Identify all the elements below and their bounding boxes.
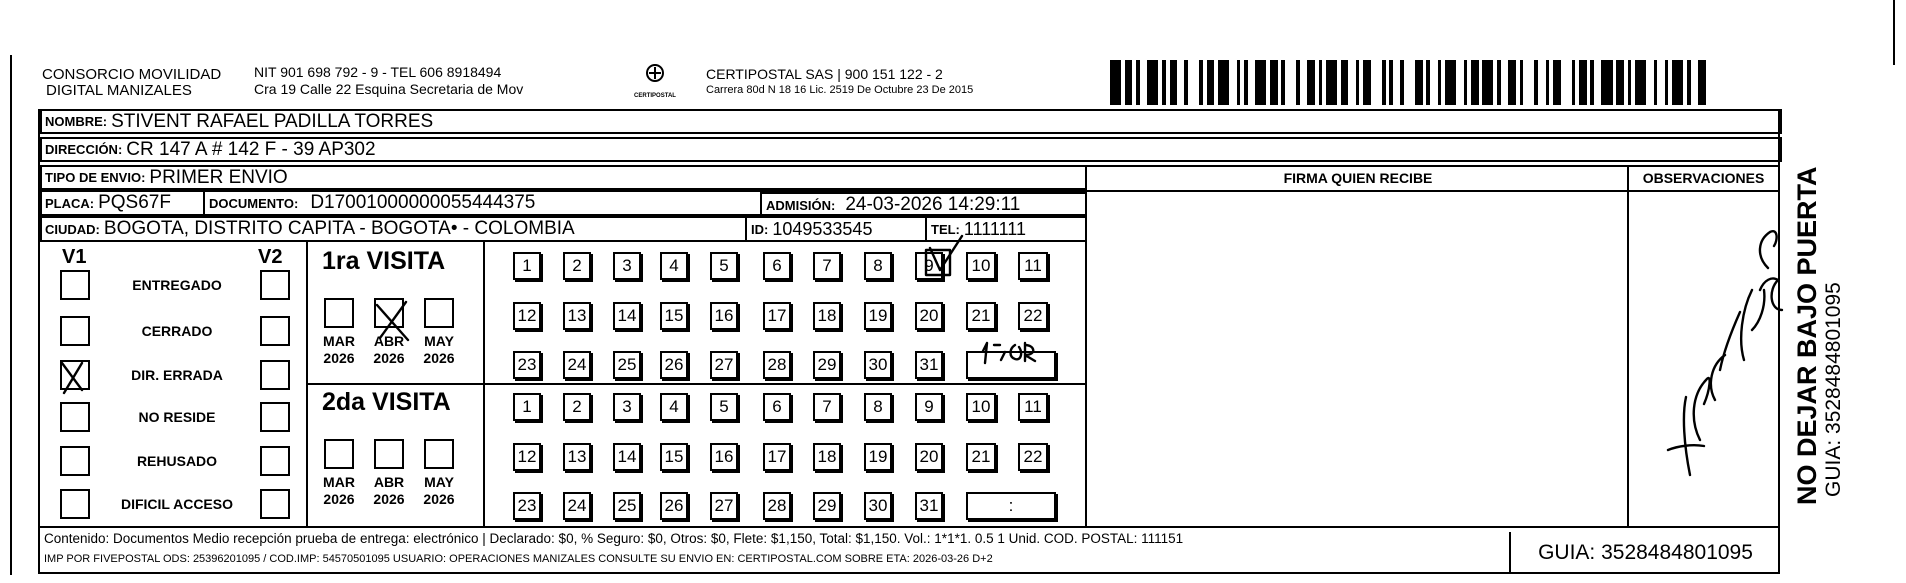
observaciones-header: OBSERVACIONES xyxy=(1629,167,1778,192)
ciudad-row: CIUDAD: BOGOTA, DISTRITO CAPITA - BOGOTA• - COLOMBIA xyxy=(40,216,1087,242)
day-box-8[interactable]: 8 xyxy=(864,252,892,280)
day-box-29[interactable]: 29 xyxy=(813,351,841,379)
direccion-row: DIRECCIÓN: CR 147 A # 142 F - 39 AP302 xyxy=(40,137,1782,162)
day-box-22[interactable]: 22 xyxy=(1018,302,1048,330)
day-box-17[interactable]: 17 xyxy=(763,302,791,330)
tipo-envio-row: TIPO DE ENVIO: PRIMER ENVIO xyxy=(40,165,1087,190)
day-box-30[interactable]: 30 xyxy=(864,492,892,520)
admision-cell: ADMISIÓN: 24-03-2026 14:29:11 xyxy=(760,192,1085,216)
guia-footer-box: GUIA: 3528484801095 xyxy=(1509,532,1780,574)
direccion-value: CR 147 A # 142 F - 39 AP302 xyxy=(126,138,376,160)
certipostal-logo: CERTIPOSTAL xyxy=(632,62,678,106)
month-label: MAR 2026 xyxy=(323,333,355,366)
month-label: ABR 2026 xyxy=(373,333,405,366)
day-box-24[interactable]: 24 xyxy=(563,351,591,379)
carrier-info: CERTIPOSTAL SAS | 900 151 122 - 2 Carrera 80d N 18 16 Lic. 2519 De Octubre 23 De 2015 xyxy=(706,66,974,96)
visit-title: 1ra VISITA xyxy=(322,247,446,275)
placa-row: PLACA: PQS67F xyxy=(40,190,1087,216)
day-box-31[interactable]: 31 xyxy=(915,492,943,520)
day-box-16[interactable]: 16 xyxy=(710,443,738,471)
status-option-label: REHUSADO xyxy=(136,453,218,469)
day-box-25[interactable]: 25 xyxy=(613,351,641,379)
day-box-13[interactable]: 13 xyxy=(563,443,591,471)
day-box-7[interactable]: 7 xyxy=(813,393,841,421)
day-box-14[interactable]: 14 xyxy=(613,302,641,330)
day-box-22[interactable]: 22 xyxy=(1018,443,1048,471)
day-box-5[interactable]: 5 xyxy=(710,252,738,280)
nombre-value: STIVENT RAFAEL PADILLA TORRES xyxy=(111,110,434,132)
day-box-11[interactable]: 11 xyxy=(1018,393,1048,421)
day-box-17[interactable]: 17 xyxy=(763,443,791,471)
status-option-label: ENTREGADO xyxy=(132,277,222,293)
day-box-8[interactable]: 8 xyxy=(864,393,892,421)
side-guia: GUIA: 3528484801095 xyxy=(1822,282,1845,497)
day-box-30[interactable]: 30 xyxy=(864,351,892,379)
status-option-label: DIFICIL ACCESO xyxy=(120,496,233,512)
day-box-16[interactable]: 16 xyxy=(710,302,738,330)
day-box-28[interactable]: 28 xyxy=(763,351,791,379)
admision-value: 24-03-2026 14:29:11 xyxy=(845,194,1021,215)
visit-title: 2da VISITA xyxy=(322,388,451,416)
day-box-11[interactable]: 11 xyxy=(1018,252,1048,280)
day-box-21[interactable]: 21 xyxy=(966,302,996,330)
visit-time-box[interactable]: : xyxy=(966,492,1056,520)
day-box-18[interactable]: 18 xyxy=(813,302,841,330)
day-box-21[interactable]: 21 xyxy=(966,443,996,471)
tel-value: 1111111 xyxy=(963,218,1026,239)
firma-header: FIRMA QUIEN RECIBE xyxy=(1087,167,1629,192)
id-value: 1049533545 xyxy=(772,218,873,239)
company-nit: NIT 901 698 792 - 9 - TEL 606 8918494 Cra 19 Calle 22 Esquina Secretaria de Mov xyxy=(254,64,524,97)
imp-text: IMP POR FIVEPOSTAL ODS: 25396201095 / COD.IMP: 54570501095 USUARIO: OPERACIONES MANIZALES CONSULTE SU ENVIO EN: CERTIPOSTAL.COM SOBRE ETA: 2026-03-26 D+2 xyxy=(44,553,993,565)
day-box-13[interactable]: 13 xyxy=(563,302,591,330)
day-box-26[interactable]: 26 xyxy=(660,351,688,379)
day-box-24[interactable]: 24 xyxy=(563,492,591,520)
no-dejar-bajo-puerta: NO DEJAR BAJO PUERTA xyxy=(1792,166,1822,505)
month-label: MAY 2026 xyxy=(423,474,455,507)
day-box-3[interactable]: 3 xyxy=(613,393,641,421)
id-cell: ID: 1049533545 xyxy=(745,218,925,240)
day-box-18[interactable]: 18 xyxy=(813,443,841,471)
day-box-31[interactable]: 31 xyxy=(915,351,943,379)
tel-cell: TEL: 1111111 xyxy=(925,218,1085,240)
placa-value: PQS67F xyxy=(98,192,171,213)
month-label: MAR 2026 xyxy=(323,474,355,507)
day-box-10[interactable]: 10 xyxy=(966,393,996,421)
day-box-19[interactable]: 19 xyxy=(864,443,892,471)
day-box-9[interactable]: 9 xyxy=(915,393,943,421)
contenido-text: Contenido: Documentos Medio recepción prueba de entrega: electrónico | Declarado: $0, % Seguro: $0, Otros: $0, Flete: $1,150, Total: $1,150. Vol.: 1*1*1. 0.5 1 Unid. COD. POSTAL: 111151 xyxy=(44,531,1184,546)
day-box-2[interactable]: 2 xyxy=(563,252,591,280)
nombre-row: NOMBRE: STIVENT RAFAEL PADILLA TORRES xyxy=(40,109,1782,134)
day-box-26[interactable]: 26 xyxy=(660,492,688,520)
documento-cell: DOCUMENTO: D17001000000055444375 xyxy=(203,190,759,216)
month-label: ABR 2026 xyxy=(373,474,405,507)
day-box-3[interactable]: 3 xyxy=(613,252,641,280)
day-box-14[interactable]: 14 xyxy=(613,443,641,471)
day-box-6[interactable]: 6 xyxy=(763,252,791,280)
day-box-19[interactable]: 19 xyxy=(864,302,892,330)
ciudad-value: BOGOTA, DISTRITO CAPITA - BOGOTA• - COLOMBIA xyxy=(103,218,575,239)
v2-label: V2 xyxy=(258,246,283,268)
day-box-28[interactable]: 28 xyxy=(763,492,791,520)
day-box-27[interactable]: 27 xyxy=(710,492,738,520)
status-option-label: CERRADO xyxy=(141,323,213,339)
day-box-7[interactable]: 7 xyxy=(813,252,841,280)
day-box-5[interactable]: 5 xyxy=(710,393,738,421)
day-box-27[interactable]: 27 xyxy=(710,351,738,379)
status-option-label: DIR. ERRADA xyxy=(131,367,223,383)
day-box-29[interactable]: 29 xyxy=(813,492,841,520)
day-box-20[interactable]: 20 xyxy=(915,443,943,471)
day-box-23[interactable]: 23 xyxy=(513,351,541,379)
day-box-12[interactable]: 12 xyxy=(513,302,541,330)
day-box-20[interactable]: 20 xyxy=(915,302,943,330)
v1-label: V1 xyxy=(62,246,87,268)
day-box-15[interactable]: 15 xyxy=(660,302,688,330)
day-box-10[interactable]: 10 xyxy=(966,252,996,280)
day-box-9[interactable]: 9 xyxy=(915,252,943,280)
day-box-1[interactable]: 1 xyxy=(513,252,541,280)
company-name: CONSORCIO MOVILIDAD DIGITAL MANIZALES xyxy=(42,66,222,99)
day-box-25[interactable]: 25 xyxy=(613,492,641,520)
day-box-23[interactable]: 23 xyxy=(513,492,541,520)
tipo-envio-value: PRIMER ENVIO xyxy=(149,166,288,188)
documento-value: D17001000000055444375 xyxy=(310,192,536,213)
status-option-label: NO RESIDE xyxy=(138,409,216,425)
day-box-1[interactable]: 1 xyxy=(513,393,541,421)
day-box-15[interactable]: 15 xyxy=(660,443,688,471)
day-box-6[interactable]: 6 xyxy=(763,393,791,421)
month-label: MAY 2026 xyxy=(423,333,455,366)
day-box-4[interactable]: 4 xyxy=(660,252,688,280)
day-box-4[interactable]: 4 xyxy=(660,393,688,421)
day-box-12[interactable]: 12 xyxy=(513,443,541,471)
day-box-2[interactable]: 2 xyxy=(563,393,591,421)
